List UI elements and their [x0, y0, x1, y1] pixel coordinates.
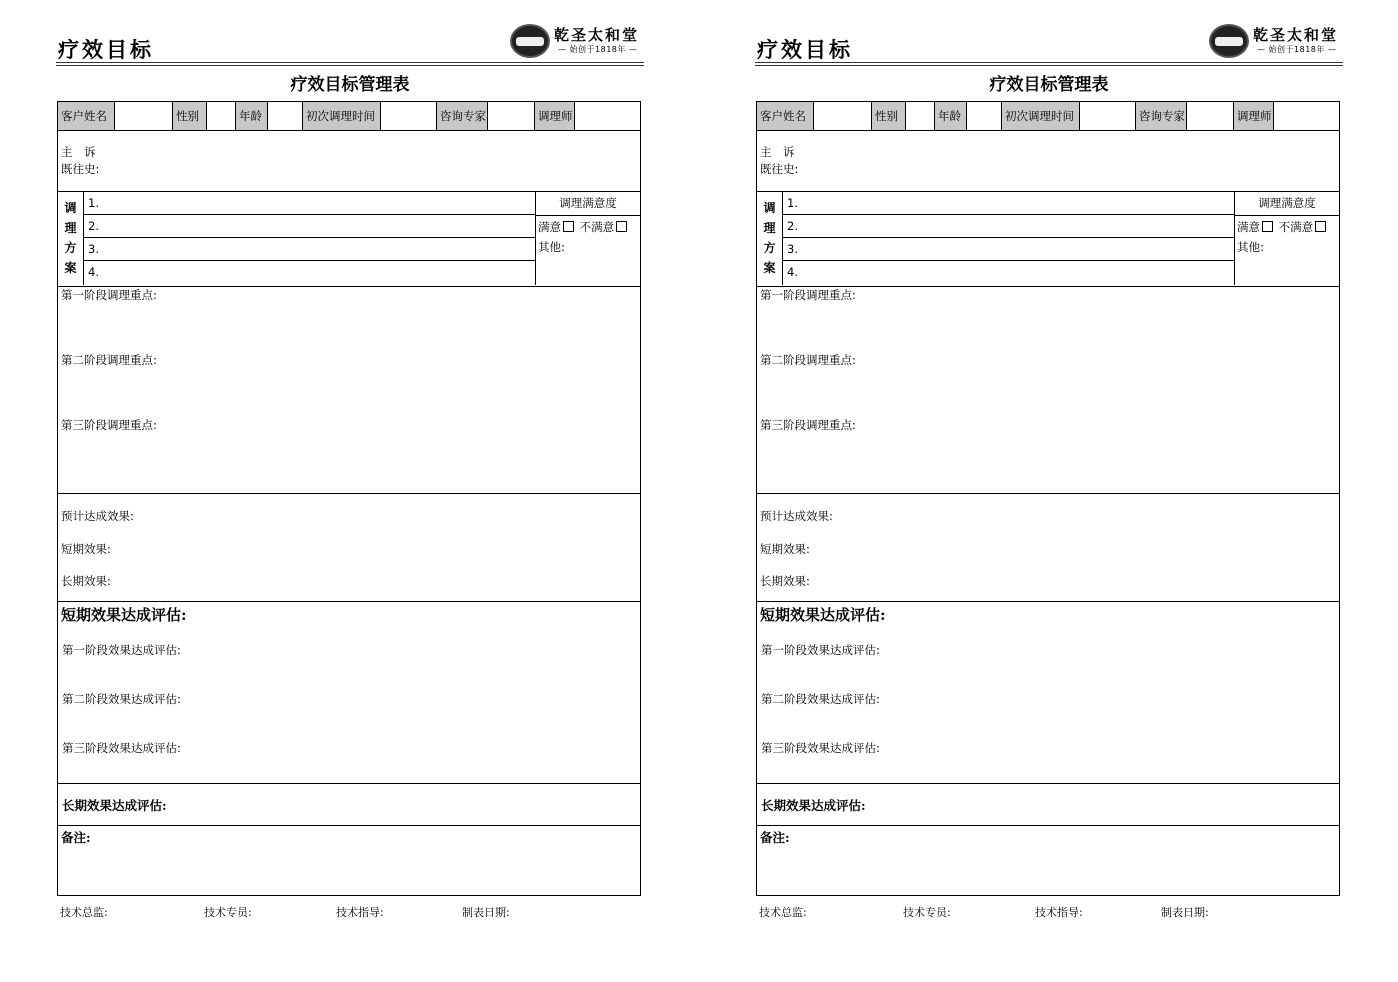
- stage-2-label: 第二阶段调理重点:: [760, 353, 856, 367]
- evaluation-title: 短期效果达成评估:: [61, 606, 187, 624]
- short-effect-label: 短期效果:: [760, 542, 810, 556]
- unsatisfied-label: 不满意: [1278, 220, 1314, 234]
- long-eval-section: [58, 784, 640, 826]
- satisfaction-options: [538, 216, 627, 238]
- brand-logo: [1209, 24, 1343, 60]
- plan-section: [58, 191, 640, 287]
- footer-director: 技术总监:: [60, 906, 108, 919]
- history-label: 既往史:: [61, 162, 100, 176]
- complaint-section: [760, 144, 798, 178]
- stage-1-label: 第一阶段调理重点:: [61, 288, 157, 302]
- unsatisfied-label: 不满意: [579, 220, 615, 234]
- plan-label-char: 调: [763, 201, 776, 215]
- header-title: 疗效目标: [757, 38, 853, 62]
- evaluation-stage-1: 第一阶段效果达成评估:: [62, 643, 181, 657]
- header-rule: [755, 65, 1343, 66]
- plan-section: [757, 191, 1339, 287]
- header-rule: [755, 62, 1343, 63]
- long-effect-label: 长期效果:: [61, 574, 111, 588]
- header-rule: [56, 65, 644, 66]
- footer-specialist: 技术专员:: [903, 906, 951, 919]
- plan-line[interactable]: 1.: [783, 192, 1234, 215]
- consultant-field[interactable]: [1187, 102, 1234, 130]
- plan-line[interactable]: 1.: [84, 192, 535, 215]
- satisfied-checkbox[interactable]: [1262, 221, 1273, 232]
- info-row: [58, 102, 640, 131]
- evaluation-section: [58, 602, 640, 784]
- expected-effect-label: 预计达成效果:: [760, 509, 833, 523]
- effect-section: [58, 494, 640, 602]
- form-title: 疗效目标管理表: [989, 75, 1109, 95]
- long-eval-section: [757, 784, 1339, 826]
- plan-line[interactable]: 3.: [783, 238, 1234, 261]
- other-label: 其他:: [1237, 240, 1264, 254]
- form-table: [57, 101, 641, 896]
- stage-section: [757, 285, 1339, 494]
- plan-label: [58, 192, 84, 285]
- remark-label: 备注:: [760, 830, 790, 845]
- satisfaction-options: [1237, 216, 1326, 238]
- info-row: [757, 102, 1339, 131]
- header-title: 疗效目标: [58, 38, 154, 62]
- therapist-label: 调理师: [535, 102, 575, 130]
- plan-line[interactable]: 3.: [84, 238, 535, 261]
- stage-3-label: 第三阶段调理重点:: [61, 418, 157, 432]
- age-field[interactable]: [967, 102, 1002, 130]
- brand-subtitle: — 始创于1818年 —: [1257, 45, 1337, 54]
- brand-name: 乾圣太和堂: [554, 26, 640, 44]
- form-page-right: [755, 0, 1345, 982]
- evaluation-stage-3: 第三阶段效果达成评估:: [761, 741, 880, 755]
- seal-icon: [510, 24, 550, 58]
- gender-field[interactable]: [906, 102, 935, 130]
- history-label: 既往史:: [760, 162, 799, 176]
- stage-section: [58, 285, 640, 494]
- brand-logo: [510, 24, 644, 60]
- stage-2-label: 第二阶段调理重点:: [61, 353, 157, 367]
- footer-director: 技术总监:: [759, 906, 807, 919]
- stage-1-label: 第一阶段调理重点:: [760, 288, 856, 302]
- customer-name-field[interactable]: [814, 102, 872, 130]
- form-page-left: [56, 0, 646, 982]
- header-rule: [56, 62, 644, 63]
- age-field[interactable]: [268, 102, 303, 130]
- expected-effect-label: 预计达成效果:: [61, 509, 134, 523]
- footer-guide: 技术指导:: [336, 906, 384, 919]
- customer-name-field[interactable]: [115, 102, 173, 130]
- evaluation-section: [757, 602, 1339, 784]
- footer-specialist: 技术专员:: [204, 906, 252, 919]
- remark-label: 备注:: [61, 830, 91, 845]
- footer-date: 制表日期:: [462, 906, 510, 919]
- evaluation-title: 短期效果达成评估:: [760, 606, 886, 624]
- long-effect-label: 长期效果:: [760, 574, 810, 588]
- satisfaction-panel: [535, 192, 640, 285]
- plan-label-char: 案: [64, 261, 77, 275]
- satisfied-label: 满意: [538, 220, 561, 234]
- first-time-field[interactable]: [1080, 102, 1136, 130]
- short-effect-label: 短期效果:: [61, 542, 111, 556]
- consultant-field[interactable]: [488, 102, 535, 130]
- satisfaction-panel: [1234, 192, 1339, 285]
- chief-complaint-label: 主 诉: [760, 145, 795, 159]
- consultant-label: 咨询专家: [1136, 102, 1187, 130]
- plan-line[interactable]: 2.: [84, 215, 535, 238]
- form-table: [756, 101, 1340, 896]
- evaluation-stage-1: 第一阶段效果达成评估:: [761, 643, 880, 657]
- plan-label-char: 理: [763, 221, 776, 235]
- unsatisfied-checkbox[interactable]: [1315, 221, 1326, 232]
- satisfaction-title: 调理满意度: [536, 192, 640, 216]
- first-time-label: 初次调理时间: [1002, 102, 1080, 130]
- age-label: 年龄: [236, 102, 268, 130]
- first-time-label: 初次调理时间: [303, 102, 381, 130]
- evaluation-stage-2: 第二阶段效果达成评估:: [62, 692, 181, 706]
- first-time-field[interactable]: [381, 102, 437, 130]
- evaluation-stage-3: 第三阶段效果达成评估:: [62, 741, 181, 755]
- gender-label: 性别: [173, 102, 207, 130]
- form-title: 疗效目标管理表: [290, 75, 410, 95]
- seal-icon: [1209, 24, 1249, 58]
- plan-line[interactable]: 4.: [88, 265, 99, 279]
- unsatisfied-checkbox[interactable]: [616, 221, 627, 232]
- other-label: 其他:: [538, 240, 565, 254]
- complaint-section: [61, 144, 99, 178]
- effect-section: [757, 494, 1339, 602]
- evaluation-stage-2: 第二阶段效果达成评估:: [761, 692, 880, 706]
- plan-line[interactable]: 4.: [787, 265, 798, 279]
- gender-field[interactable]: [207, 102, 236, 130]
- satisfaction-title: 调理满意度: [1235, 192, 1339, 216]
- plan-label-char: 方: [64, 241, 77, 255]
- stage-3-label: 第三阶段调理重点:: [760, 418, 856, 432]
- satisfied-checkbox[interactable]: [563, 221, 574, 232]
- long-eval-label: 长期效果达成评估:: [62, 798, 167, 813]
- therapist-field[interactable]: [575, 102, 640, 130]
- chief-complaint-label: 主 诉: [61, 145, 96, 159]
- consultant-label: 咨询专家: [437, 102, 488, 130]
- gender-label: 性别: [872, 102, 906, 130]
- brand-name: 乾圣太和堂: [1253, 26, 1339, 44]
- satisfied-label: 满意: [1237, 220, 1260, 234]
- plan-label-char: 方: [763, 241, 776, 255]
- long-eval-label: 长期效果达成评估:: [761, 798, 866, 813]
- plan-label-char: 调: [64, 201, 77, 215]
- plan-label-char: 案: [763, 261, 776, 275]
- therapist-field[interactable]: [1274, 102, 1339, 130]
- therapist-label: 调理师: [1234, 102, 1274, 130]
- plan-line[interactable]: 2.: [783, 215, 1234, 238]
- plan-label: [757, 192, 783, 285]
- customer-name-label: 客户姓名: [757, 102, 814, 130]
- brand-subtitle: — 始创于1818年 —: [558, 45, 638, 54]
- customer-name-label: 客户姓名: [58, 102, 115, 130]
- plan-label-char: 理: [64, 221, 77, 235]
- footer-date: 制表日期:: [1161, 906, 1209, 919]
- age-label: 年龄: [935, 102, 967, 130]
- footer-guide: 技术指导:: [1035, 906, 1083, 919]
